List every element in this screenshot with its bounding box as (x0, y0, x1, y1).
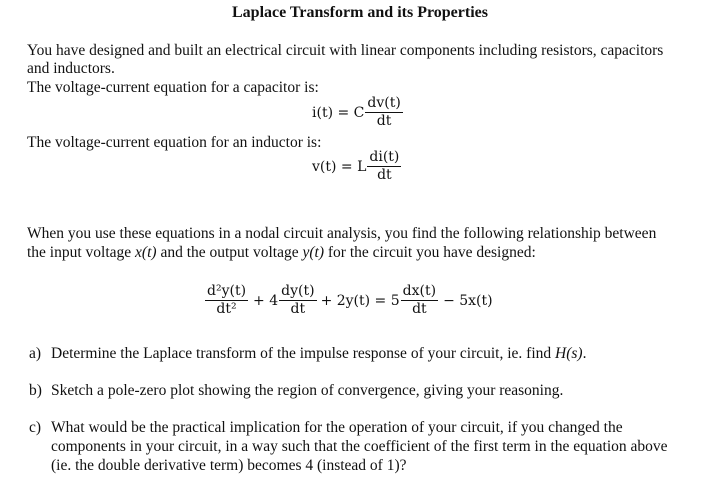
inductor-text: The voltage-current equation for an inductor is: (27, 134, 322, 151)
capacitor-fraction (365, 95, 402, 130)
capacitor-lhs: i(t) = C (312, 104, 365, 121)
inductor-equation (312, 149, 402, 184)
ode-plus-4: + 4 (253, 292, 279, 309)
inductor-numerator: di(t) (369, 149, 400, 165)
question-a (29, 344, 691, 363)
ode-term-1-denominator: dt² (216, 301, 237, 317)
ode-term-3-numerator: dx(t) (402, 283, 437, 299)
capacitor-text: The voltage-current equation for a capacitor is: (27, 79, 319, 96)
question-b-text: Sketch a pole-zero plot showing the region of convergence, giving your reasoning. (51, 382, 564, 399)
capacitor-numerator: dv(t) (367, 95, 401, 111)
intro-line-2: and inductors. (27, 60, 115, 77)
nodal-text-b: and the output voltage (156, 244, 303, 261)
ode-term-3-denominator: dt (412, 301, 427, 317)
x-variable: x(t) (135, 244, 157, 261)
question-b-label: b) (29, 382, 42, 399)
question-a-end: . (582, 345, 587, 362)
ode-middle: + 2y(t) = 5 (320, 292, 400, 309)
question-a-label: a) (29, 345, 42, 362)
capacitor-denominator: dt (376, 113, 392, 129)
inductor-denominator: dt (377, 167, 392, 183)
question-b (29, 381, 691, 400)
ode-term-2 (279, 283, 316, 318)
ode-term-1-numerator: d²y(t) (207, 283, 247, 299)
question-a-math: H(s) (555, 345, 583, 362)
ode-term-3 (401, 283, 438, 318)
question-c-label: c) (29, 419, 42, 436)
ode-tail: − 5x(t) (443, 292, 493, 309)
ode-term-1 (205, 283, 248, 318)
nodal-line-2 (27, 243, 536, 262)
page-title: Laplace Transform and its Properties (232, 4, 488, 21)
nodal-line-1: When you use these equations in a nodal circuit analysis, you find the following relationship between (27, 225, 657, 242)
ode-term-2-denominator: dt (290, 301, 306, 317)
inductor-fraction (367, 149, 401, 184)
ode-term-2-numerator: dy(t) (281, 283, 315, 299)
ode-equation (204, 283, 493, 318)
question-c (29, 418, 691, 475)
nodal-text-c: for the circuit you have designed: (324, 244, 536, 261)
intro-line-1: You have designed and built an electrical circuit with linear components including resistors, capacitors (27, 42, 664, 59)
nodal-text-a: the input voltage (27, 244, 136, 261)
y-variable: y(t) (302, 244, 325, 261)
question-c-text: What would be the practical implication for the operation of your circuit, if you changed the components in your circuit, in a way such that the coefficient of the first term in the equation above (ie. the double derivative term) becomes 4 (instead of 1)? (51, 419, 668, 474)
question-a-text: Determine the Laplace transform of the impulse response of your circuit, ie. find (51, 345, 556, 362)
capacitor-equation (312, 95, 404, 130)
inductor-lhs: v(t) = L (312, 158, 367, 175)
